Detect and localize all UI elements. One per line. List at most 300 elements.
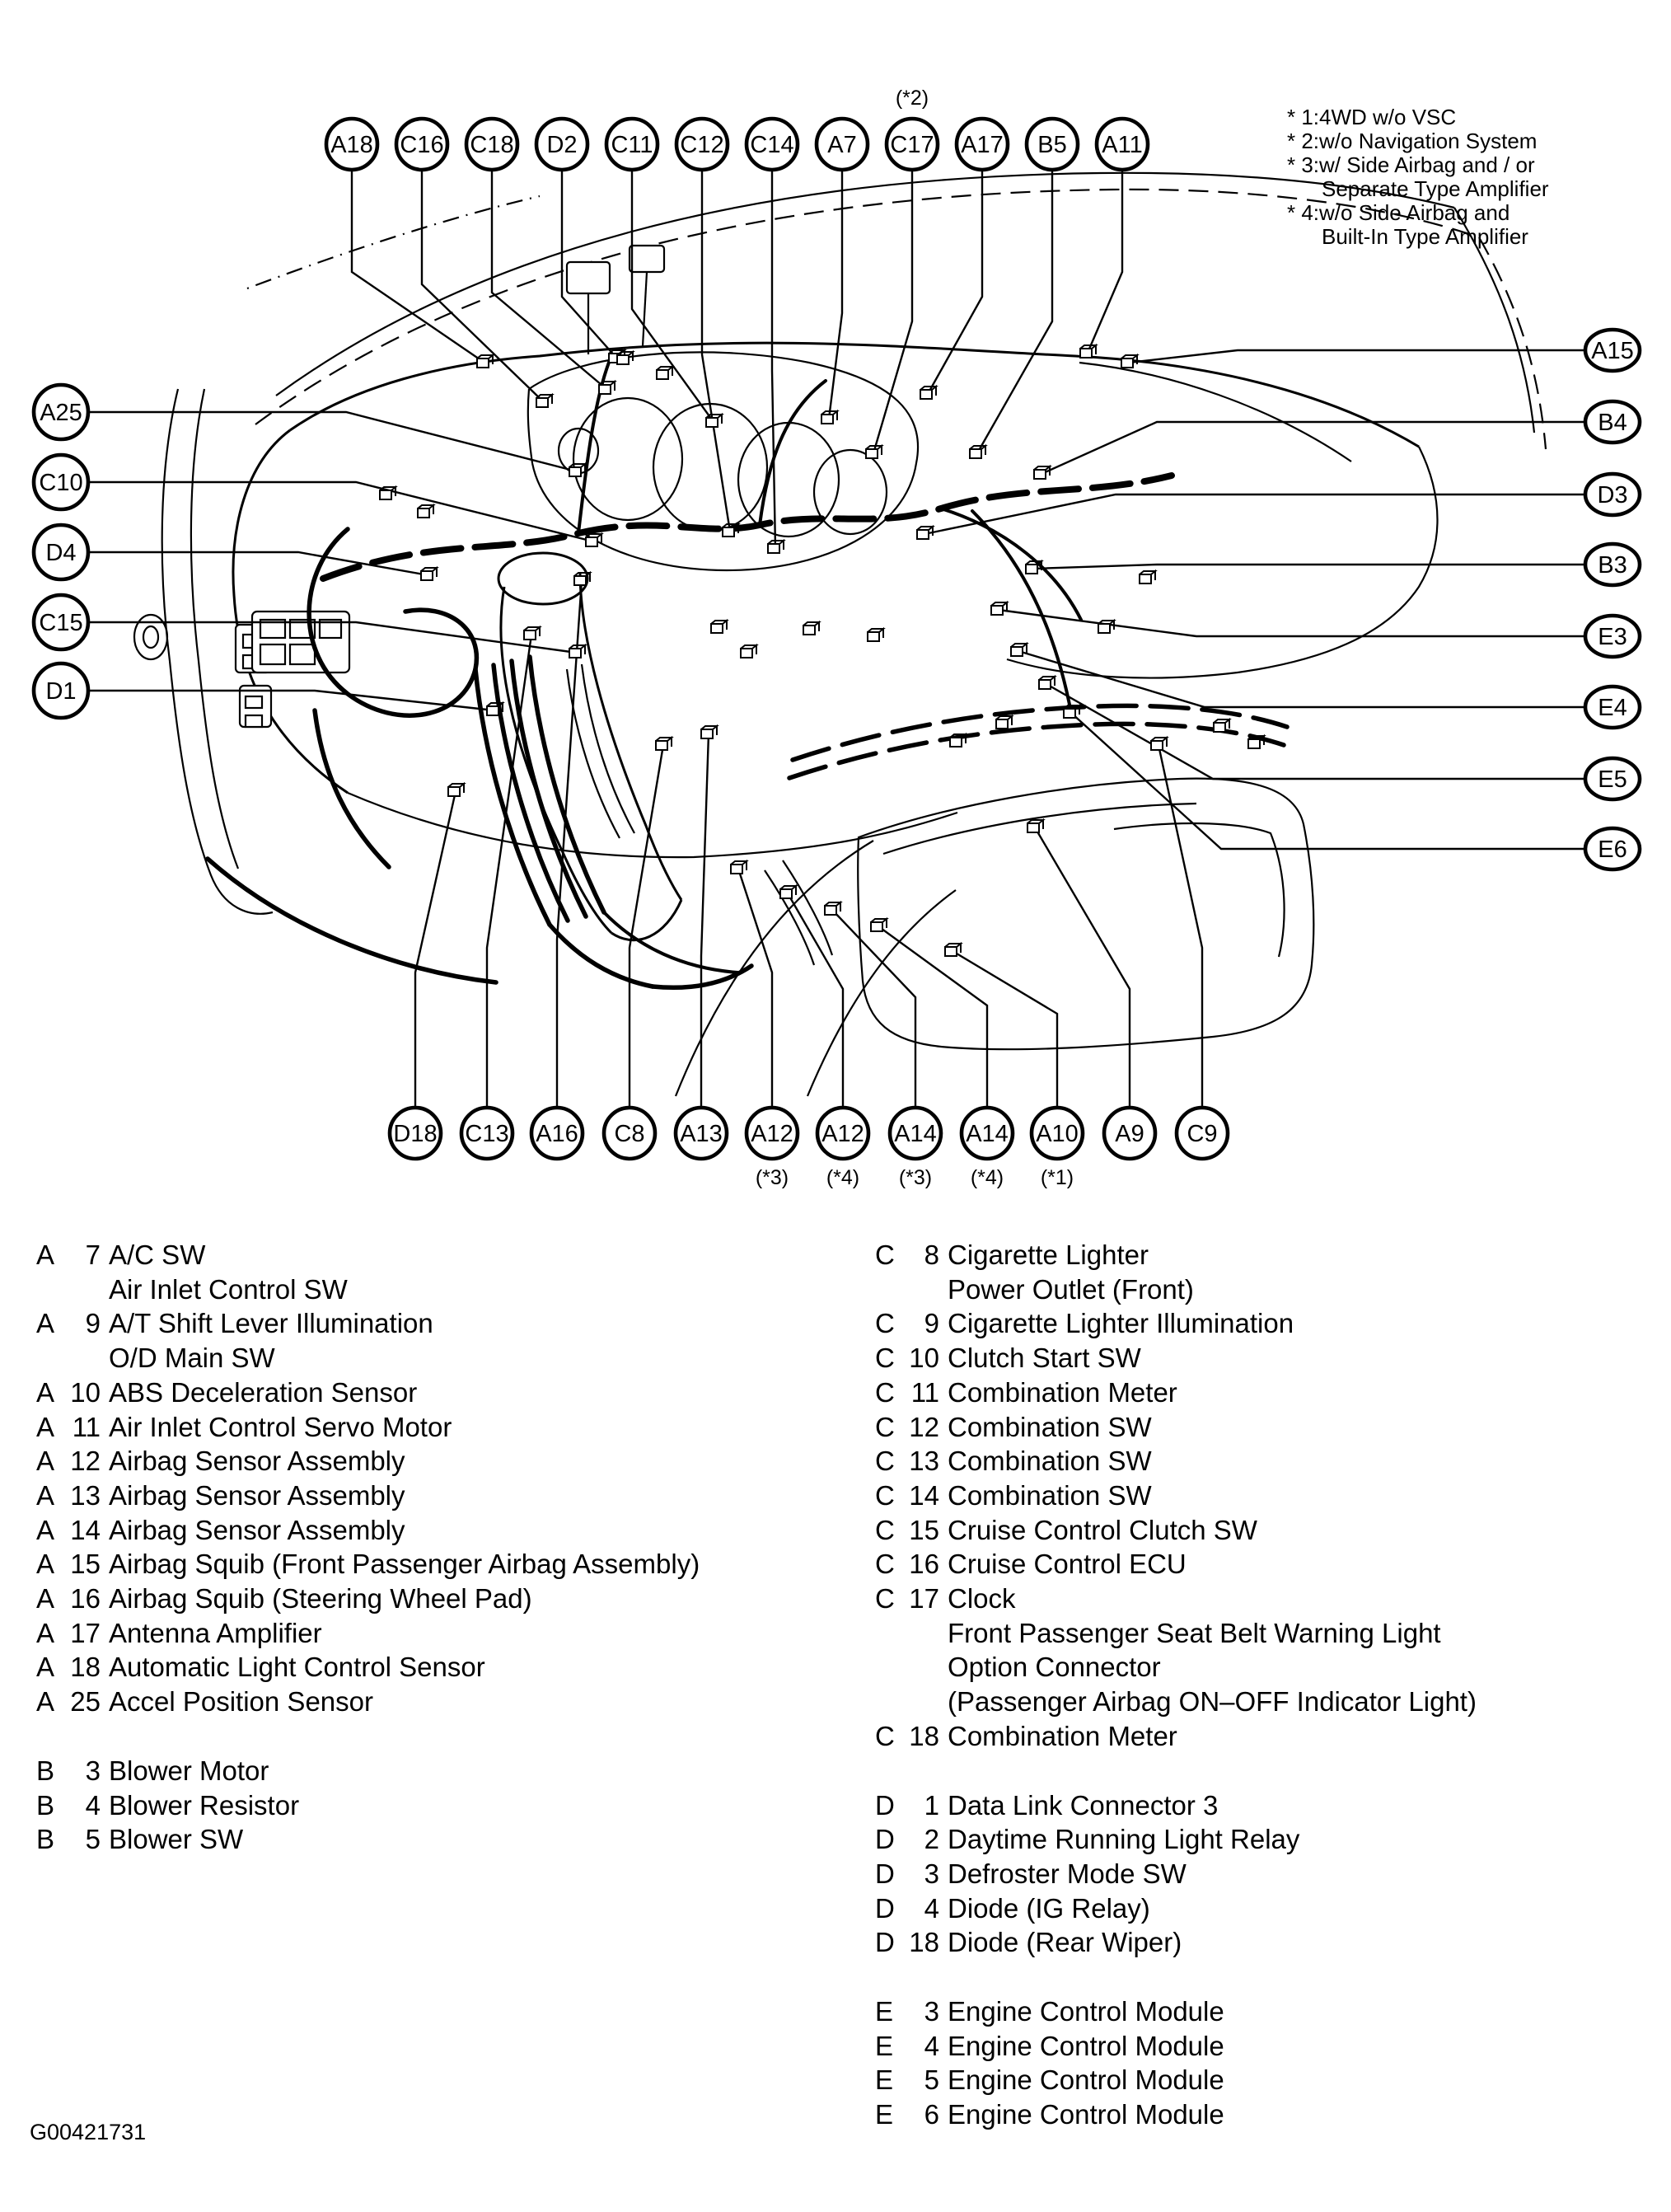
callout-C15 [34,595,88,649]
callout-label: C17 [890,132,934,158]
legend-name [109,1444,852,1479]
legend-code-number: 7 [85,1240,101,1270]
leader-line-A17 [928,170,982,394]
legend-code [36,1375,109,1410]
callout-A14-3 [890,1108,941,1189]
legend-code-number: 13 [70,1479,101,1511]
callout-label: C12 [680,132,724,158]
legend-code-letter: C [875,1343,895,1374]
callout-label: E6 [1598,837,1627,863]
legend-name-line: (Passenger Airbag ON–OFF Indicator Light) [948,1686,1477,1718]
legend-entry [875,1822,1666,1857]
legend-name [109,1685,852,1719]
legend-group [36,1238,852,1719]
leader-line-C9 [1158,745,1202,1108]
callout-label: C9 [1187,1121,1218,1147]
legend-code [875,1410,948,1445]
callout-label: A12 [751,1121,793,1147]
legend-name [948,1341,1666,1375]
legend-code-number: 18 [909,1927,939,1958]
legend-code [36,1547,109,1582]
legend-code-number: 18 [909,1720,939,1751]
callout-label: C15 [39,610,83,636]
legend-code-number: 15 [909,1514,939,1545]
legend-code [875,1547,948,1582]
legend-name-line: Daytime Running Light Relay [948,1824,1300,1855]
legend-entry [36,1479,852,1513]
legend-code [875,1994,948,2029]
legend-code-number: 9 [85,1308,101,1339]
callout-C8 [604,1108,655,1159]
legend-code-number: 13 [909,1446,939,1477]
legend-code-letter: D [875,1858,895,1889]
callout-label: A25 [40,400,82,426]
legend-entry [875,1341,1666,1375]
legend-code [36,1616,109,1651]
callout-D3 [1585,474,1640,515]
legend-name-line: Air Inlet Control Servo Motor [109,1411,452,1442]
legend-name-line: Clutch Start SW [948,1343,1141,1374]
legend-name [109,1822,852,1857]
legend-name [109,1238,852,1306]
legend-entry [36,1616,852,1651]
legend-name [948,1444,1666,1479]
legend-entry [875,1719,1666,1754]
legend-name [948,1479,1666,1513]
callout-A17 [957,119,1008,170]
callout-A10-1 [1032,1108,1083,1189]
legend-code [875,1822,948,1857]
legend-entry [36,1410,852,1445]
callout-C11 [606,119,658,170]
legend-code-letter: D [875,1789,895,1821]
legend-code-number: 10 [909,1343,939,1374]
legend-name-line: Data Link Connector 3 [948,1789,1219,1821]
legend-code-number: 17 [70,1617,101,1648]
legend-code-number: 10 [70,1376,101,1408]
legend-code-letter: E [875,2030,894,2061]
legend-name [109,1479,852,1513]
legend-name-line: Airbag Squib (Steering Wheel Pad) [109,1583,532,1614]
legend-code-number: 4 [924,2030,939,2061]
legend-name-line: A/C SW [109,1240,206,1270]
legend-entry [36,1238,852,1306]
legend-code [875,1925,948,1960]
leader-line-A25 [88,412,577,471]
legend-entry [36,1513,852,1548]
callout-A16 [531,1108,583,1159]
callout-label: C11 [611,132,653,158]
leader-line-A12 [738,869,772,1108]
callout-C13 [461,1108,513,1159]
leader-line-A7 [829,170,842,419]
legend-code-letter: C [875,1376,895,1408]
legend-code [875,1306,948,1341]
legend-name [948,2029,1666,2064]
legend-name [948,1547,1666,1582]
legend-name [109,1410,852,1445]
leader-line-A13 [701,733,709,1108]
legend-code-number: 17 [909,1583,939,1614]
callout-A15 [1585,330,1640,371]
callout-label: A13 [680,1121,723,1147]
legend-column-left [36,1238,852,1857]
legend-code-number: 14 [909,1479,939,1511]
legend-name [948,1238,1666,1306]
callout-label: A12 [821,1121,864,1147]
leader-line-A14 [878,926,987,1108]
callout-label: C14 [750,132,794,158]
callout-footnote-ref: (*1) [1040,1166,1074,1189]
callout-footnote-ref: (*4) [826,1166,860,1189]
callout-label: B4 [1598,410,1627,436]
legend-name-line: Engine Control Module [948,2099,1224,2130]
legend-entry [36,1547,852,1582]
callout-B4 [1585,401,1640,443]
legend-code [36,1754,109,1788]
legend-name-line: Combination SW [948,1479,1152,1511]
callout-A12-3 [747,1108,798,1189]
legend-code-number: 3 [924,1858,939,1889]
legend-entry [875,1994,1666,2029]
dashboard-artwork [134,173,1546,1096]
legend-code-letter: A [36,1376,55,1408]
legend-code-number: 4 [85,1789,101,1821]
legend-entry [875,2097,1666,2132]
legend-name [948,1788,1666,1823]
callout-A25 [34,385,88,439]
legend-name-line: Combination Meter [948,1376,1177,1408]
legend-name-line: Engine Control Module [948,1996,1224,2027]
callout-label: C16 [400,132,444,158]
callout-label: D4 [45,540,77,566]
legend-code-number: 5 [85,1824,101,1855]
leader-line-B4 [1041,422,1585,474]
callout-D1 [34,663,88,718]
legend-code-number: 1 [924,1789,939,1821]
footnote-line: * 1:4WD w/o VSC [1287,105,1457,129]
legend-name-line: A/T Shift Lever Illumination [109,1308,433,1339]
leader-line-A14 [832,910,915,1108]
callout-label: C8 [614,1121,645,1147]
leader-line-B3 [1033,565,1585,569]
legend-code [36,1685,109,1719]
callout-E4 [1585,687,1640,728]
callout-label: A10 [1036,1121,1079,1147]
legend-name-line: Accel Position Sensor [109,1686,373,1718]
legend-name-line: Airbag Sensor Assembly [109,1446,405,1477]
legend-name-line: Diode (Rear Wiper) [948,1927,1182,1958]
callout-label: A9 [1115,1121,1144,1147]
legend-name-line: Cruise Control Clutch SW [948,1514,1257,1545]
legend-code [875,1375,948,1410]
callout-C9 [1177,1108,1228,1159]
legend-name-line: O/D Main SW [109,1343,275,1374]
leader-line-D1 [88,691,494,710]
legend-code-number: 15 [70,1549,101,1580]
figure-id: G00421731 [30,2120,147,2144]
legend-name [948,1306,1666,1341]
legend-code-number: 4 [924,1892,939,1924]
legend-code-letter: C [875,1583,895,1614]
legend-entry [875,1410,1666,1445]
legend-name [948,1891,1666,1926]
legend-code-letter: A [36,1549,55,1580]
legend-code-letter: C [875,1446,895,1477]
legend-name [109,1754,852,1788]
callout-label: C10 [39,470,83,496]
callout-B3 [1585,544,1640,585]
legend-entry [36,1822,852,1857]
footnote-line: * 3:w/ Side Airbag and / or [1287,152,1535,177]
legend-entry [875,1375,1666,1410]
legend-code [875,1341,948,1375]
callout-C14 [747,119,798,170]
callout-C10 [34,455,88,509]
callout-label: C18 [470,132,514,158]
legend-name-line: Antenna Amplifier [109,1617,322,1648]
legend-code [36,1410,109,1445]
legend-code-number: 3 [924,1996,939,2027]
legend-entry [36,1788,852,1823]
footnote-line: * 4:w/o Side Airbag and [1287,200,1510,225]
legend-entry [875,1925,1666,1960]
legend-code [875,1857,948,1891]
callout-A11 [1097,119,1148,170]
legend-code-number: 2 [924,1824,939,1855]
legend-code-letter: B [36,1755,55,1786]
callout-label: D1 [45,678,77,705]
legend-code-number: 16 [909,1549,939,1580]
legend-name [109,1375,852,1410]
legend-group [875,1788,1666,1961]
legend-name-line: Airbag Sensor Assembly [109,1479,405,1511]
legend-entry [36,1582,852,1616]
legend-code-letter: C [875,1308,895,1339]
callout-C12 [676,119,728,170]
callout-A12-4 [817,1108,868,1189]
legend-code [875,2029,948,2064]
legend-name-line: Combination Meter [948,1720,1177,1751]
legend-code-number: 5 [924,2064,939,2096]
legend-name-line: Airbag Sensor Assembly [109,1514,405,1545]
legend-code-letter: A [36,1240,55,1270]
callout-E6 [1585,828,1640,869]
callout-label: B3 [1598,552,1627,579]
legend-name-line: Automatic Light Control Sensor [109,1652,485,1683]
legend-name [109,1788,852,1823]
legend-code-letter: C [875,1720,895,1751]
legend-code-number: 25 [70,1686,101,1718]
legend-code [875,2063,948,2097]
footnote-line: * 2:w/o Navigation System [1287,129,1538,153]
leader-line-A12 [788,893,843,1108]
footnote-line: Built-In Type Amplifier [1322,224,1528,249]
legend-entry [875,1582,1666,1719]
legend-code-letter: A [36,1479,55,1511]
legend-name-line: Defroster Mode SW [948,1858,1187,1889]
legend-entry [875,1479,1666,1513]
legend-code-letter: A [36,1446,55,1477]
legend-name-line: Blower Motor [109,1755,269,1786]
legend-name-line: Cruise Control ECU [948,1549,1187,1580]
legend-code [875,1719,948,1754]
callout-label: C13 [465,1121,509,1147]
legend-group [875,1238,1666,1754]
legend-code-letter: C [875,1549,895,1580]
legend-code-number: 14 [70,1514,101,1545]
callout-label: E4 [1598,695,1627,721]
legend-code [875,2097,948,2132]
legend-name-line: ABS Deceleration Sensor [109,1376,418,1408]
legend-name-line: Diode (IG Relay) [948,1892,1150,1924]
legend-code [36,1479,109,1513]
callout-label: A18 [330,132,373,158]
leader-line-A10 [953,951,1057,1108]
legend-name-line: Combination SW [948,1446,1152,1477]
legend-code-number: 12 [909,1411,939,1442]
legend-code-letter: D [875,1892,895,1924]
legend-entry [36,1306,852,1375]
leader-line-A16 [557,580,582,1108]
legend-code [875,1891,948,1926]
legend-code [875,1238,948,1306]
legend-name [109,1547,852,1582]
legend-code [36,1650,109,1685]
legend-name-line: Front Passenger Seat Belt Warning Light [948,1617,1441,1648]
callout-C16 [396,119,447,170]
legend-entry [875,1306,1666,1341]
callout-D18 [390,1108,441,1159]
legend-code-letter: E [875,1996,894,2027]
legend-column-right [875,1238,1666,2132]
legend-code-letter: E [875,2064,894,2096]
legend-code-number: 6 [924,2099,939,2130]
callout-A18 [326,119,377,170]
legend-name [948,1925,1666,1960]
legend-code-letter: A [36,1686,55,1718]
legend-code-number: 3 [85,1755,101,1786]
legend-entry [875,1513,1666,1548]
legend-code-number: 9 [924,1308,939,1339]
callout-label: E3 [1598,624,1627,650]
callout-A9 [1104,1108,1155,1159]
legend-code-number: 18 [70,1652,101,1683]
callout-C17 [887,87,938,170]
legend-code-letter: A [36,1411,55,1442]
callout-label: A14 [894,1121,937,1147]
callout-label: A17 [961,132,1004,158]
legend-code-letter: A [36,1308,55,1339]
legend-code [875,1788,948,1823]
legend-code [36,1822,109,1857]
footnote-line: Separate Type Amplifier [1322,176,1549,201]
callout-label: B5 [1037,132,1067,158]
legend-code-letter: C [875,1240,895,1270]
legend-name-line: Clock [948,1583,1016,1614]
legend-entry [875,2029,1666,2064]
legend-name [948,1857,1666,1891]
leader-line-A11 [1088,170,1122,353]
legend-code-letter: D [875,1927,895,1958]
legend-name [109,1306,852,1375]
legend-entry [36,1685,852,1719]
legend-code [875,1513,948,1548]
legend-name-line: Option Connector [948,1652,1161,1683]
legend-entry [36,1650,852,1685]
callout-footnote-ref: (*3) [898,1166,933,1189]
legend-name [109,1582,852,1616]
legend-entry [875,1788,1666,1823]
callout-D4 [34,525,88,579]
callout-label: A15 [1591,338,1634,364]
legend-code-number: 8 [924,1240,939,1270]
legend-name-line: Engine Control Module [948,2030,1224,2061]
legend-code-letter: A [36,1583,55,1614]
callout-A7 [817,119,868,170]
legend-group [875,1994,1666,2132]
legend-name [948,1719,1666,1754]
leader-line-D3 [924,494,1585,534]
leader-line-E3 [999,610,1585,636]
callout-footnote-ref: (*4) [970,1166,1004,1189]
legend-entry [36,1444,852,1479]
legend-code-letter: A [36,1652,55,1683]
legend-name [948,2063,1666,2097]
legend-name [948,1822,1666,1857]
legend-code [875,1582,948,1719]
legend-entry [875,1238,1666,1306]
callout-footnote-ref: (*2) [895,87,929,110]
leader-line-C14 [772,170,775,548]
callout-label: D2 [546,132,578,158]
legend-name [948,1513,1666,1548]
legend-code-letter: E [875,2099,894,2130]
callout-label: A16 [536,1121,578,1147]
leader-line-D18 [415,791,456,1108]
legend-name [948,2097,1666,2132]
legend-name-line: Air Inlet Control SW [109,1273,348,1305]
legend-name [109,1650,852,1685]
legend-entry [875,1444,1666,1479]
legend-entry [875,1547,1666,1582]
leader-line-A15 [1129,350,1585,363]
legend-name [109,1616,852,1651]
callout-label: A14 [966,1121,1009,1147]
legend-code [36,1788,109,1823]
legend-code-letter: A [36,1617,55,1648]
legend-code-letter: B [36,1824,55,1855]
legend-name-line: Cigarette Lighter [948,1240,1149,1270]
leader-line-B5 [977,170,1052,453]
legend-code [36,1444,109,1479]
legend-name-line: Power Outlet (Front) [948,1273,1194,1305]
callout-label: D18 [393,1121,438,1147]
callout-label: E5 [1598,766,1627,793]
callout-A13 [676,1108,727,1159]
legend-code-letter: A [36,1514,55,1545]
callout-E3 [1585,616,1640,657]
legend-code-letter: C [875,1514,895,1545]
legend-code-letter: C [875,1479,895,1511]
legend-name-line: Engine Control Module [948,2064,1224,2096]
legend-entry [875,2063,1666,2097]
callout-E5 [1585,758,1640,799]
legend-name-line: Blower SW [109,1824,244,1855]
legend-name-line: Combination SW [948,1411,1152,1442]
legend-code [36,1513,109,1548]
legend-code-letter: D [875,1824,895,1855]
